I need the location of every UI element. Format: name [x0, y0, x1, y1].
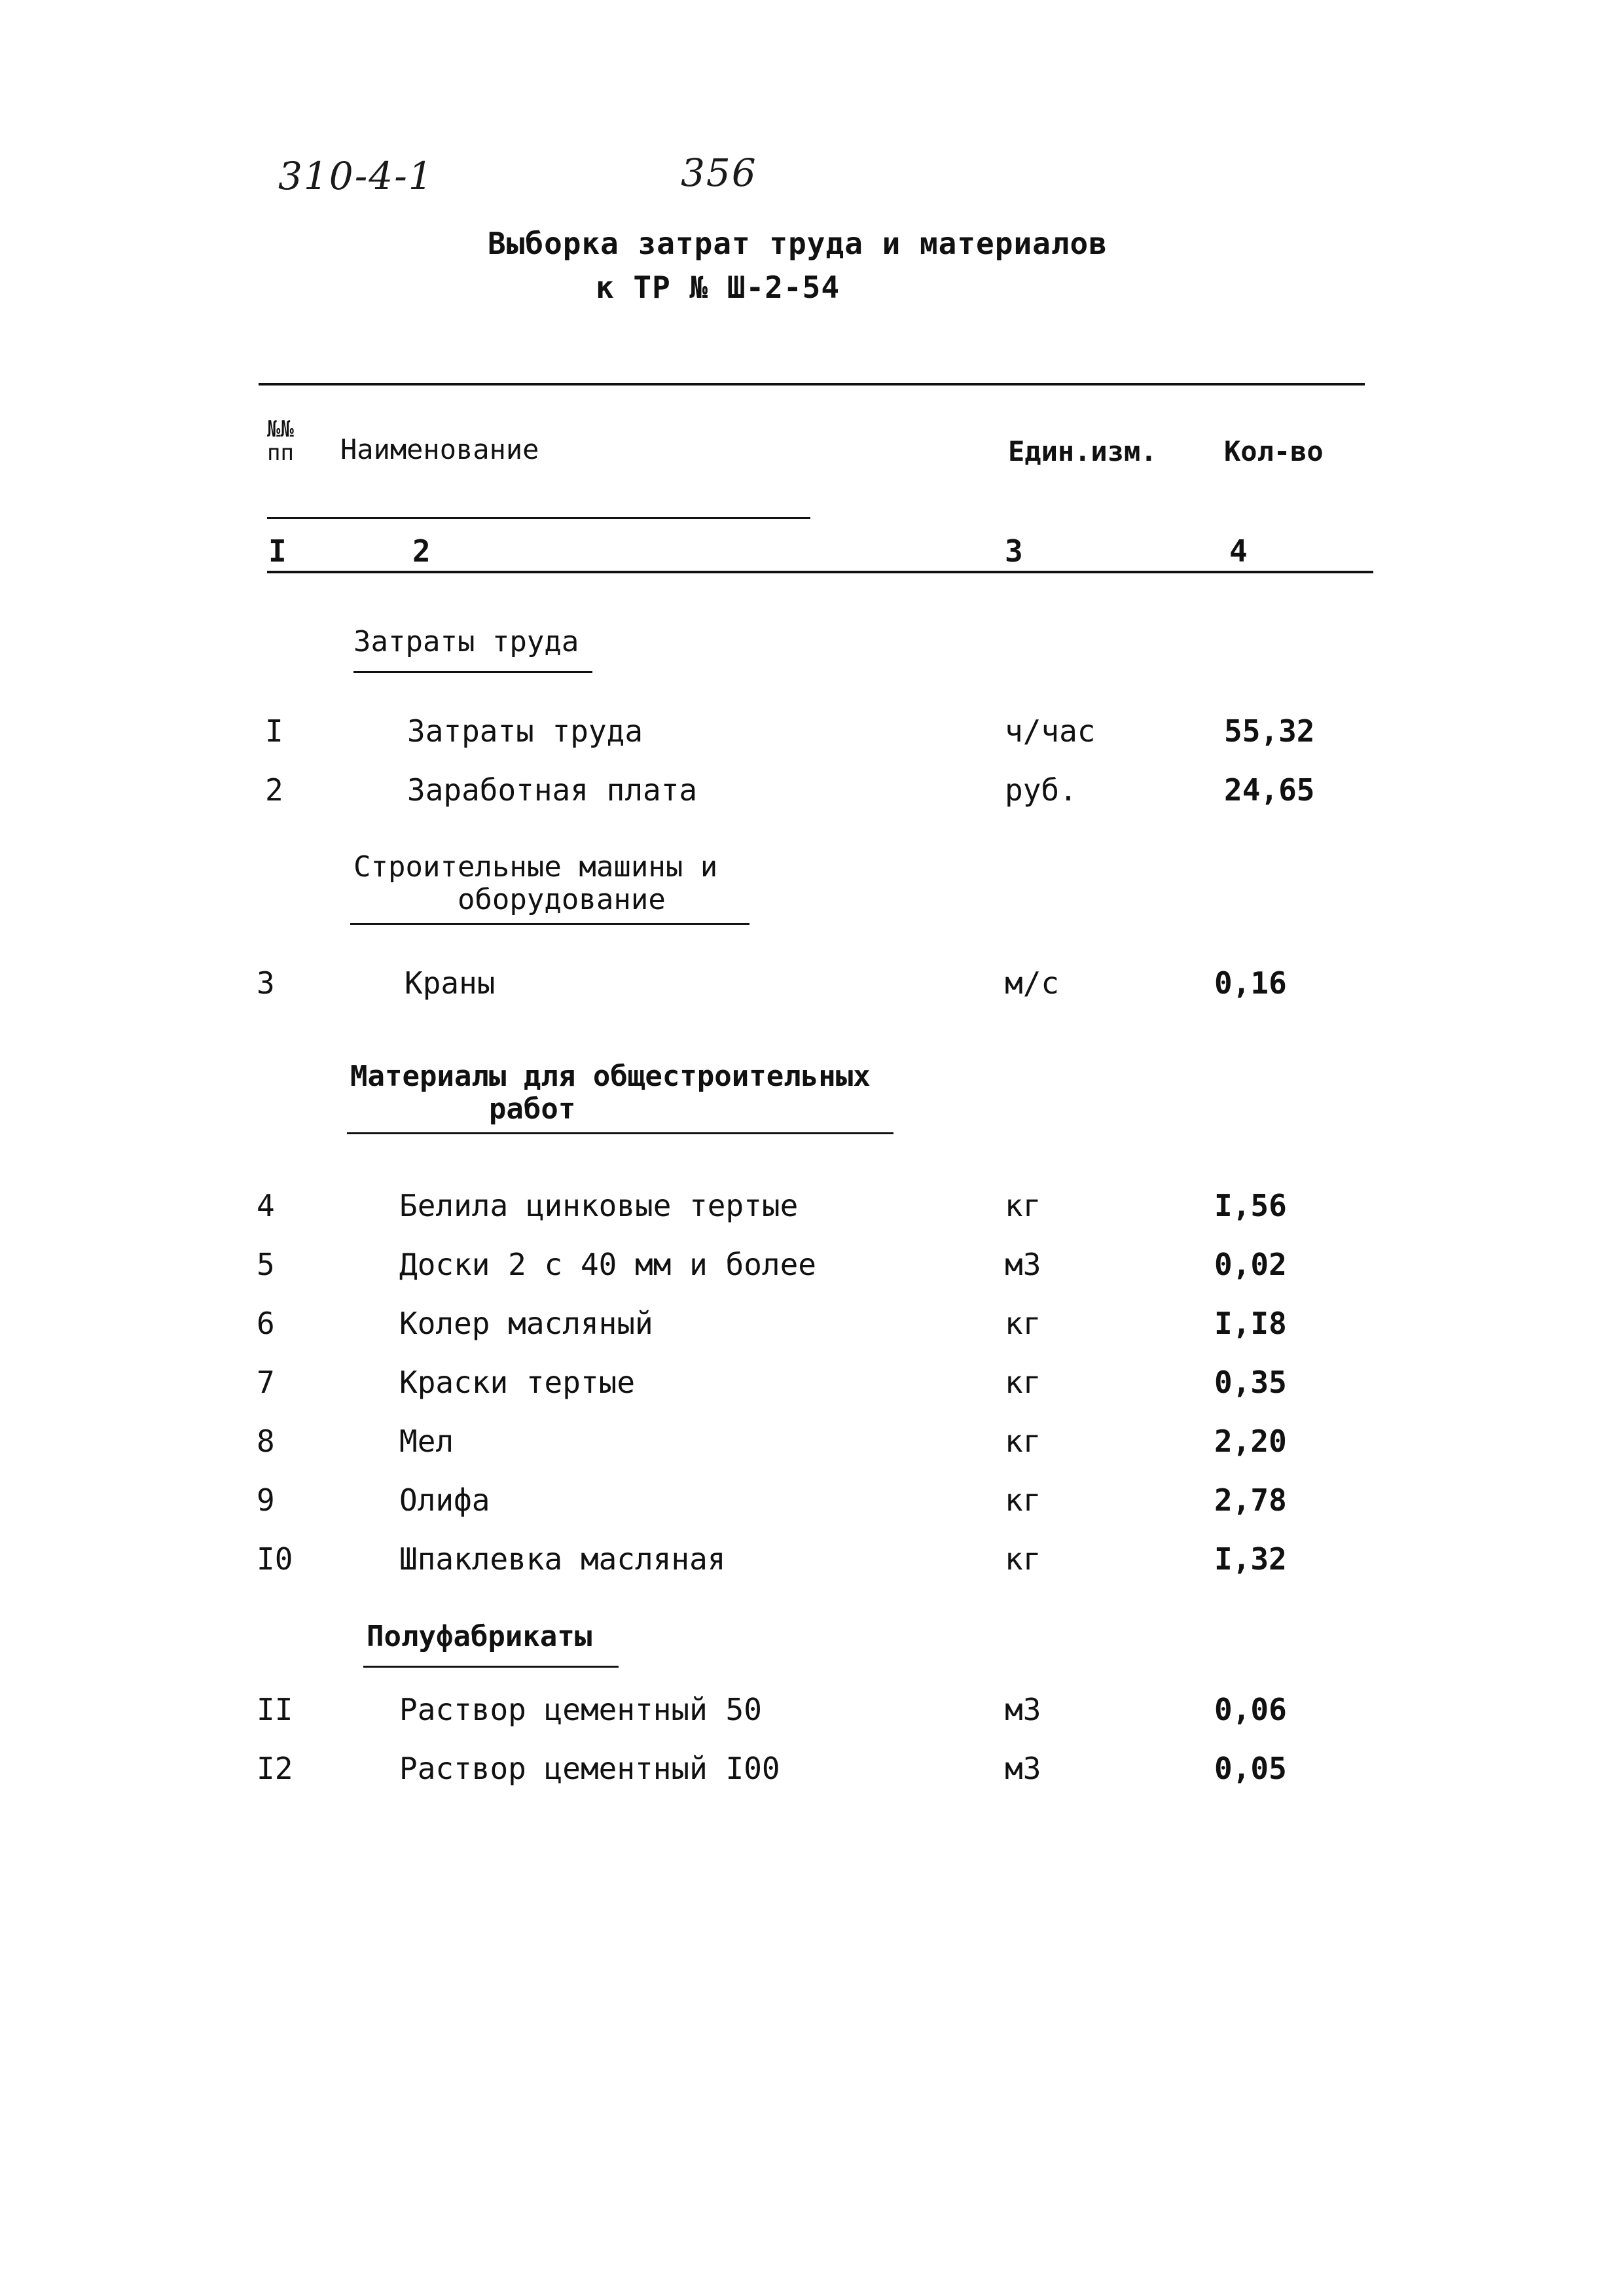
row-name: Шпаклевка масляная: [399, 1541, 726, 1577]
document-title-line1: Выборка затрат труда и материалов: [488, 226, 1108, 261]
row-num: 6: [257, 1306, 275, 1341]
column-number-4: 4: [1229, 533, 1248, 569]
section-underline-semifinished: [363, 1666, 619, 1668]
row-num: 8: [257, 1424, 275, 1459]
row-qty: 0,16: [1214, 965, 1287, 1001]
row-unit: м3: [1005, 1692, 1041, 1727]
row-qty: 2,20: [1214, 1424, 1287, 1459]
table-row: [0, 1541, 1624, 1587]
row-name: Раствор цементный 50: [399, 1692, 762, 1727]
page-number: 356: [681, 151, 757, 195]
row-qty: 2,78: [1214, 1482, 1287, 1518]
row-num: 7: [257, 1365, 275, 1400]
row-num: I2: [257, 1751, 293, 1786]
row-num: II: [257, 1692, 293, 1727]
column-number-3: 3: [1005, 533, 1023, 569]
column-numbers-rule: [267, 571, 1373, 573]
row-unit: кг: [1005, 1306, 1041, 1341]
row-qty: 0,35: [1214, 1365, 1287, 1400]
header-unit: Един.изм.: [1008, 435, 1157, 467]
header-qty: Кол-во: [1224, 435, 1324, 467]
section-title-machines: Строительные машины и оборудование: [353, 850, 718, 916]
row-name: Заработная плата: [407, 772, 698, 808]
column-number-1: I: [268, 533, 287, 569]
section-title-materials: Материалы для общестроительных работ: [350, 1060, 871, 1126]
row-qty: 24,65: [1224, 772, 1315, 808]
table-row: [0, 1247, 1624, 1293]
row-name: Краски тертые: [399, 1365, 636, 1400]
row-qty: I,32: [1214, 1541, 1287, 1577]
row-unit: кг: [1005, 1424, 1041, 1459]
row-name: Краны: [405, 965, 496, 1001]
row-unit: м/с: [1005, 965, 1060, 1001]
table-row: [0, 1692, 1624, 1738]
header-underline: [267, 517, 810, 519]
row-qty: I,I8: [1214, 1306, 1287, 1341]
document-title-line2: к ТР № Ш-2-54: [596, 270, 840, 305]
section-title-semifinished: Полуфабрикаты: [367, 1620, 592, 1653]
section-underline-materials: [347, 1132, 893, 1134]
table-row: [0, 772, 1624, 818]
row-name: Затраты труда: [407, 713, 643, 749]
row-unit: м3: [1005, 1751, 1041, 1786]
table-top-rule: [259, 383, 1365, 386]
row-qty: 55,32: [1224, 713, 1315, 749]
section-underline-labor: [353, 671, 592, 673]
row-name: Мел: [399, 1424, 454, 1459]
row-num: 3: [257, 965, 275, 1001]
row-name: Белила цинковые тертые: [399, 1188, 799, 1223]
row-unit: кг: [1005, 1541, 1041, 1577]
document-code: 310-4-1: [278, 154, 434, 198]
row-num: 5: [257, 1247, 275, 1282]
header-num: №№ пп: [267, 416, 294, 466]
row-name: Олифа: [399, 1482, 490, 1518]
table-row: [0, 1365, 1624, 1410]
table-row: [0, 1306, 1624, 1352]
table-row: [0, 1424, 1624, 1469]
row-unit: ч/час: [1005, 713, 1096, 749]
row-qty: 0,02: [1214, 1247, 1287, 1282]
row-num: I0: [257, 1541, 293, 1577]
row-unit: кг: [1005, 1188, 1041, 1223]
row-unit: кг: [1005, 1365, 1041, 1400]
row-qty: 0,05: [1214, 1751, 1287, 1786]
header-name: Наименование: [340, 433, 539, 465]
row-qty: I,56: [1214, 1188, 1287, 1223]
row-name: Доски 2 с 40 мм и более: [399, 1247, 816, 1282]
row-num: 9: [257, 1482, 275, 1518]
column-number-2: 2: [412, 533, 431, 569]
row-num: 4: [257, 1188, 275, 1223]
table-row: [0, 965, 1624, 1011]
table-row: [0, 1188, 1624, 1234]
table-row: [0, 1482, 1624, 1528]
row-num: 2: [265, 772, 283, 808]
row-unit: кг: [1005, 1482, 1041, 1518]
row-num: I: [265, 713, 283, 749]
row-qty: 0,06: [1214, 1692, 1287, 1727]
section-underline-machines: [350, 923, 749, 925]
section-title-labor: Затраты труда: [353, 625, 579, 658]
row-unit: м3: [1005, 1247, 1041, 1282]
table-row: [0, 713, 1624, 759]
row-name: Колер масляный: [399, 1306, 653, 1341]
row-name: Раствор цементный I00: [399, 1751, 780, 1786]
row-unit: руб.: [1005, 772, 1077, 808]
table-row: [0, 1751, 1624, 1797]
